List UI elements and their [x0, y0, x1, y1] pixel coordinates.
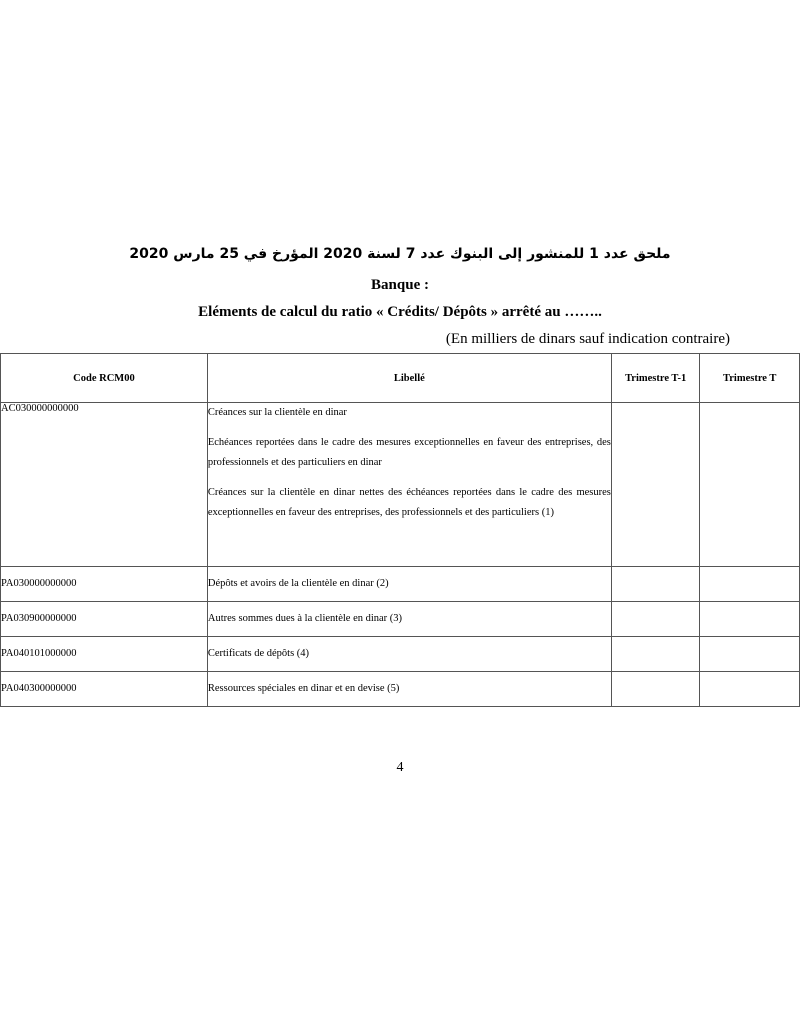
value-cell-t[interactable] [700, 403, 800, 567]
header-label: Libellé [207, 354, 611, 403]
code-cell: PA030900000000 [1, 602, 208, 637]
arabic-annex-title: ملحق عدد 1 للمنشور إلى البنوك عدد 7 لسنة 2020 المؤرخ في 25 مارس 2020 [129, 246, 671, 262]
table-row [1, 403, 800, 567]
label-cell: Ressources spéciales en dinar et en devise (5) [207, 672, 611, 707]
value-cell-t[interactable] [700, 567, 800, 602]
label-line: Créances sur la clientèle en dinar nettes des échéances reportées dans le cadre des mesures exceptionnelles en faveur des entreprises, des professionnels et des particuliers (1) [207, 487, 611, 518]
value-cell-t[interactable] [700, 602, 800, 637]
label-line: Echéances reportées dans le cadre des mesures exceptionnelles en faveur des entreprises, des professionnels et des particuliers en dinar [207, 437, 611, 468]
label-cell [207, 403, 611, 567]
label-cell: Autres sommes dues à la clientèle en dinar (3) [207, 602, 611, 637]
table-row [1, 637, 800, 672]
bank-label: Banque : [371, 277, 429, 293]
table-row [1, 672, 800, 707]
code-cell: PA040300000000 [1, 672, 208, 707]
value-cell-t-minus-1[interactable] [611, 403, 700, 567]
header-trimestre-t-minus-1: Trimestre T-1 [611, 354, 700, 403]
page-number: 4 [396, 760, 404, 775]
value-cell-t[interactable] [700, 672, 800, 707]
label-cell: Dépôts et avoirs de la clientèle en dinar (2) [207, 567, 611, 602]
header-code: Code RCM00 [1, 354, 208, 403]
ratio-table [0, 353, 800, 707]
value-cell-t[interactable] [700, 637, 800, 672]
value-cell-t-minus-1[interactable] [611, 637, 700, 672]
code-cell: PA030000000000 [1, 567, 208, 602]
value-cell-t-minus-1[interactable] [611, 602, 700, 637]
document-title: Eléments de calcul du ratio « Crédits/ Dépôts » arrêté au …….. [198, 304, 602, 320]
table-header-row [1, 354, 800, 403]
units-note: (En milliers de dinars sauf indication contraire) [445, 331, 730, 347]
value-cell-t-minus-1[interactable] [611, 567, 700, 602]
header-trimestre-t: Trimestre T [700, 354, 800, 403]
code-cell: PA040101000000 [1, 637, 208, 672]
table-row [1, 567, 800, 602]
value-cell-t-minus-1[interactable] [611, 672, 700, 707]
label-line: Créances sur la clientèle en dinar [207, 407, 347, 418]
label-cell: Certificats de dépôts (4) [207, 637, 611, 672]
table-row [1, 602, 800, 637]
code-cell: AC030000000000 [1, 403, 208, 567]
